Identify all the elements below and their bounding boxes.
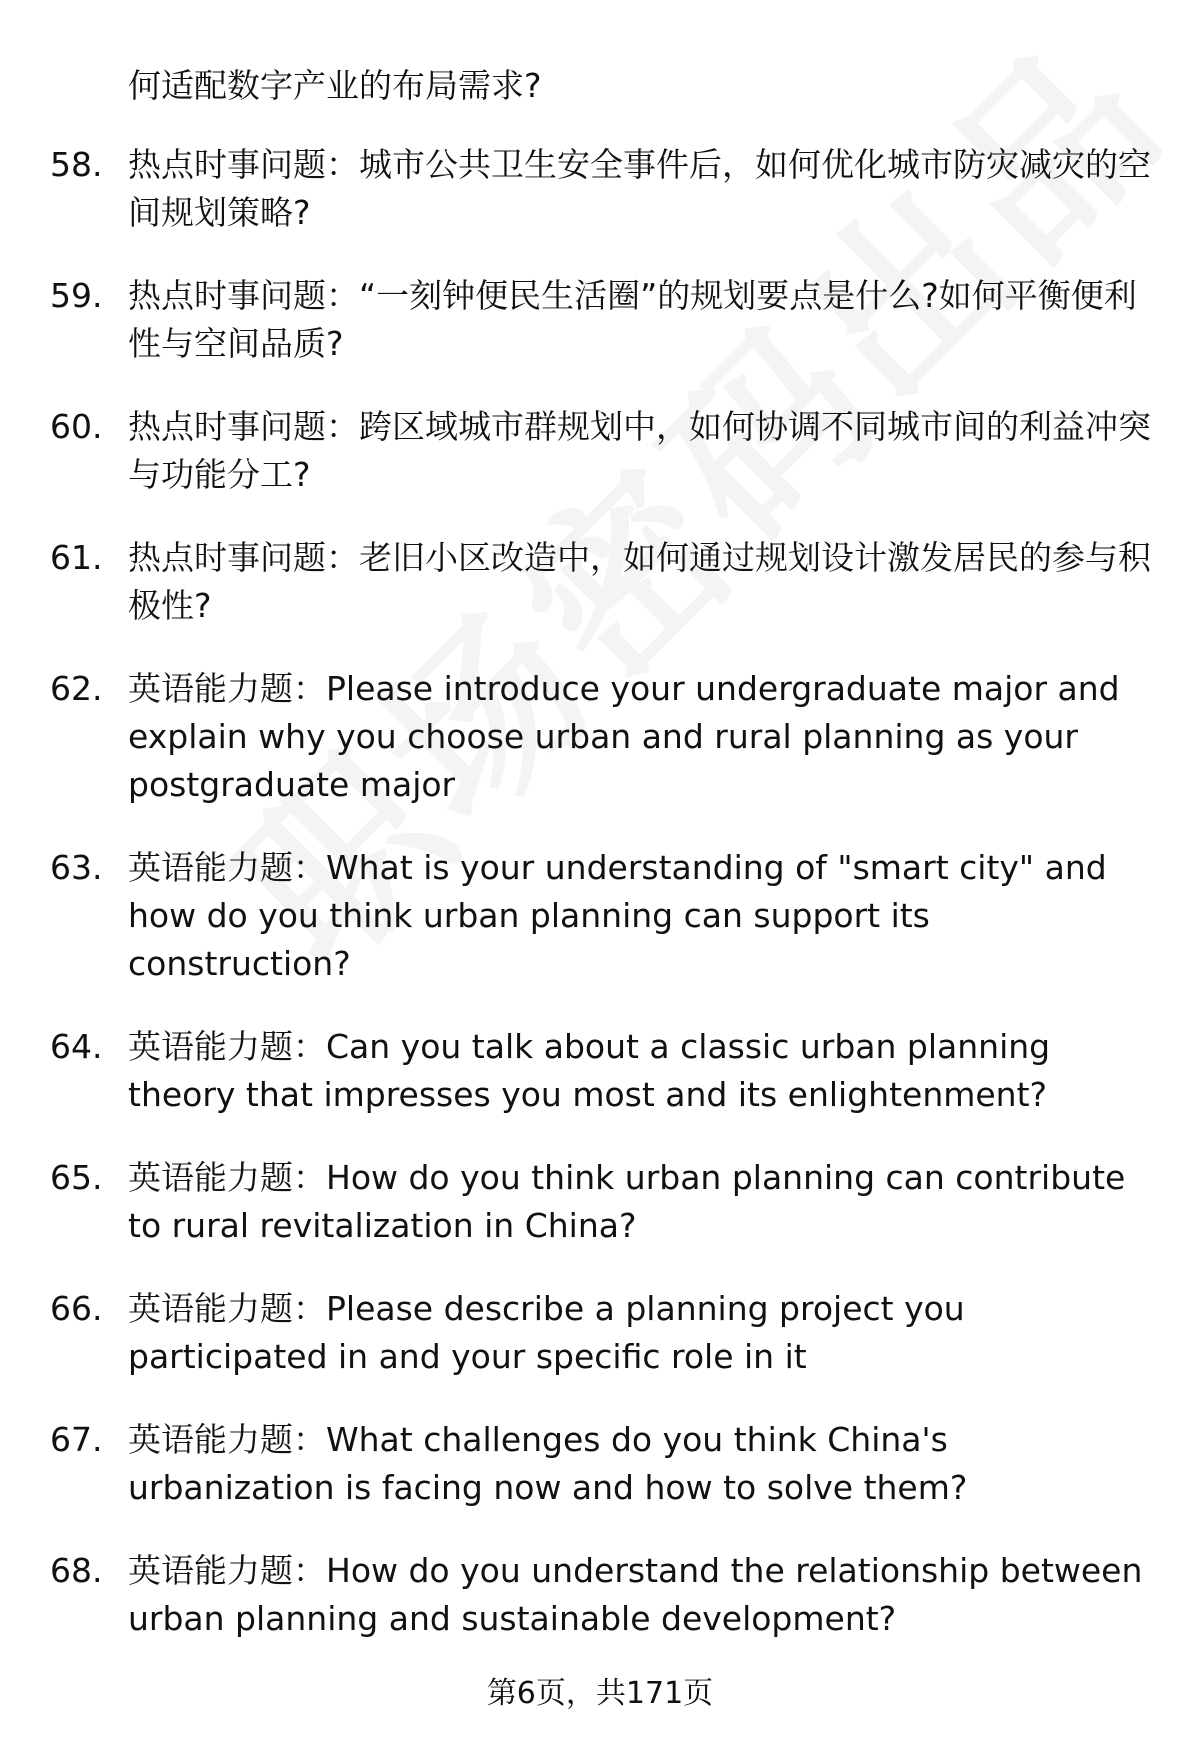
list-item xyxy=(50,272,1160,368)
item-text: 热点时事问题：老旧小区改造中，如何通过规划设计激发居民的参与积极性? xyxy=(128,538,1151,625)
item-text: 英语能力题：How do you think urban planning can contribute to rural revitalization in China? xyxy=(128,1158,1126,1245)
list-item xyxy=(50,141,1160,237)
list-item xyxy=(50,1023,1160,1119)
item-number: 61. xyxy=(50,538,103,577)
item-text: 英语能力题：What challenges do you think China's urbanization is facing now and how to solve them? xyxy=(128,1420,968,1507)
item-number: 68. xyxy=(50,1551,103,1590)
list-item xyxy=(50,1547,1160,1643)
page-footer: 第6页，共171页 xyxy=(486,1676,714,1711)
item-number: 59. xyxy=(50,276,103,315)
item-number: 66. xyxy=(50,1289,103,1328)
item-number: 63. xyxy=(50,848,103,887)
item-number: 62. xyxy=(50,669,103,708)
item-text: 英语能力题：Please introduce your undergraduate major and explain why you choose urban and rural planning as your postgraduate major xyxy=(128,669,1120,804)
list-item xyxy=(50,403,1160,499)
item-text: 英语能力题：Please describe a planning project you participated in and your specific role in it xyxy=(128,1289,965,1376)
item-text: 热点时事问题：跨区域城市群规划中，如何协调不同城市间的利益冲突与功能分工? xyxy=(128,407,1151,494)
continuation-text: 何适配数字产业的布局需求? xyxy=(128,66,542,105)
question-list xyxy=(50,141,1160,1678)
item-number: 58. xyxy=(50,145,103,184)
list-item xyxy=(50,1285,1160,1381)
item-number: 60. xyxy=(50,407,103,446)
list-item xyxy=(50,665,1160,809)
item-text: 英语能力题：Can you talk about a classic urban planning theory that impresses you most and its enlightenment? xyxy=(128,1027,1051,1114)
item-text: 英语能力题：How do you understand the relationship between urban planning and sustainable development? xyxy=(128,1551,1143,1638)
list-item xyxy=(50,534,1160,630)
list-item xyxy=(50,844,1160,988)
item-text: 热点时事问题：“一刻钟便民生活圈”的规划要点是什么?如何平衡便利性与空间品质? xyxy=(128,276,1137,363)
item-number: 64. xyxy=(50,1027,103,1066)
item-number: 65. xyxy=(50,1158,103,1197)
item-text: 英语能力题：What is your understanding of "smart city" and how do you think urban planning can support its construction? xyxy=(128,848,1107,983)
list-item xyxy=(50,1416,1160,1512)
item-number: 67. xyxy=(50,1420,103,1459)
list-item xyxy=(50,1154,1160,1250)
item-text: 热点时事问题：城市公共卫生安全事件后，如何优化城市防灾减灾的空间规划策略? xyxy=(128,145,1151,232)
